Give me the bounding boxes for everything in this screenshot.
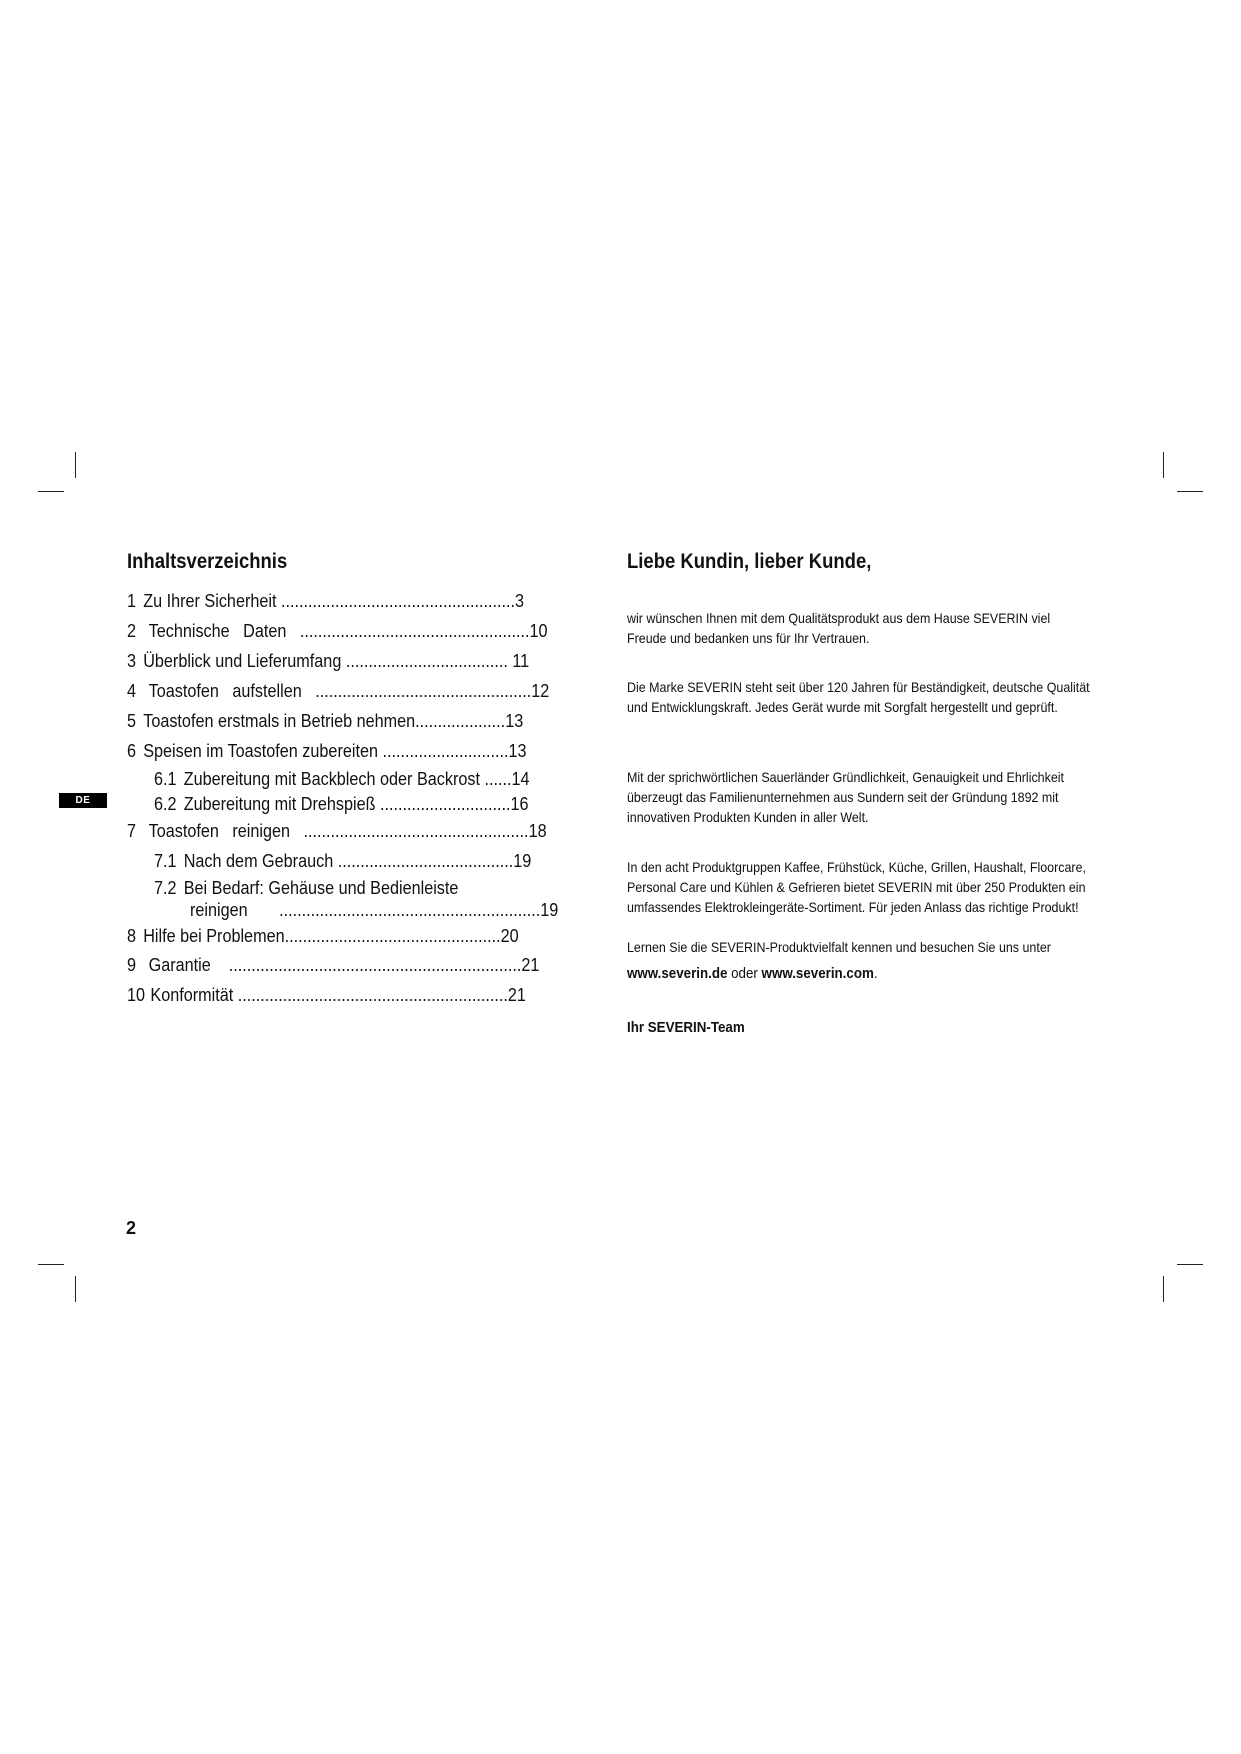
letter-title: Liebe Kundin, lieber Kunde, xyxy=(627,550,872,573)
letter-paragraph-3: Mit der sprichwörtlichen Sauerländer Gründlichkeit, Genauigkeit und Ehrlichkeit überzeugt das Familienunternehmen aus Sundern seit der Gründung 1892 mit innovativen Produkten Kunden in aller Welt. xyxy=(627,769,1065,825)
toc-entry-6-2: 6.2 Zubereitung mit Drehspieß .............................16 xyxy=(154,794,529,814)
toc-entry-9: 9 Garantie .................................................................21 xyxy=(127,955,540,975)
crop-mark-top-left-vertical xyxy=(75,452,76,478)
toc-entry-7: 7 Toastofen reinigen ..................................................18 xyxy=(127,821,547,841)
toc-title: Inhaltsverzeichnis xyxy=(127,550,288,573)
toc-entry-1: 1 Zu Ihrer Sicherheit ....................................................3 xyxy=(127,591,525,611)
severin-de-link[interactable]: www.severin.de xyxy=(627,965,728,982)
toc-entry-2: 2 Technische Daten ...................................................10 xyxy=(127,621,548,641)
letter-paragraph-4: In den acht Produktgruppen Kaffee, Frühstück, Küche, Grillen, Haushalt, Floorcare, Personal Care und Kühlen & Gefrieren bietet SEVERIN mit über 250 Produkten ein umfassendes Elektrokleingeräte-Sortiment. Für jeden Anlass das richtige Produkt! xyxy=(627,859,1086,915)
crop-mark-bottom-left-vertical xyxy=(75,1276,76,1302)
letter-paragraph-1: wir wünschen Ihnen mit dem Qualitätsprodukt aus dem Hause SEVERIN viel Freude und bedanken uns für Ihr Vertrauen. xyxy=(627,610,1051,646)
page-number: 2 xyxy=(126,1218,137,1238)
toc-entry-10: 10 Konformität ............................................................21 xyxy=(127,985,526,1005)
toc-entry-8: 8 Hilfe bei Problemen................................................20 xyxy=(127,926,519,946)
toc-entry-6-1: 6.1 Zubereitung mit Backblech oder Backrost ......14 xyxy=(154,769,530,789)
crop-mark-top-right-horizontal xyxy=(1177,491,1203,492)
letter-paragraph-2: Die Marke SEVERIN steht seit über 120 Jahren für Beständigkeit, deutsche Qualität und Entwicklungskraft. Jedes Gerät wurde mit Sorgfalt hergestellt und geprüft. xyxy=(627,679,1090,715)
crop-mark-bottom-right-vertical xyxy=(1163,1276,1164,1302)
crop-mark-bottom-right-horizontal xyxy=(1177,1264,1203,1265)
toc-entry-6: 6 Speisen im Toastofen zubereiten ............................13 xyxy=(127,741,527,761)
toc-entry-7-2-continued: reinigen ..........................................................19 xyxy=(190,900,559,920)
table-of-contents xyxy=(127,548,607,1005)
toc-entry-7-2: 7.2 Bei Bedarf: Gehäuse und Bedienleiste xyxy=(154,878,459,898)
severin-com-link[interactable]: www.severin.com xyxy=(761,965,874,982)
toc-entry-3: 3 Überblick und Lieferumfang .................................... 11 xyxy=(127,651,530,671)
crop-mark-top-left-horizontal xyxy=(38,491,64,492)
toc-entry-5: 5 Toastofen erstmals in Betrieb nehmen....................13 xyxy=(127,711,524,731)
toc-entry-4: 4 Toastofen aufstellen ................................................12 xyxy=(127,681,550,701)
letter-links-line: www.severin.de oder www.severin.com. xyxy=(627,965,878,982)
language-tab-de: DE xyxy=(59,793,107,808)
customer-letter xyxy=(627,548,1097,1036)
crop-mark-bottom-left-horizontal xyxy=(38,1264,64,1265)
crop-mark-top-right-vertical xyxy=(1163,452,1164,478)
toc-entry-7-1: 7.1 Nach dem Gebrauch .......................................19 xyxy=(154,851,532,871)
letter-signature: Ihr SEVERIN-Team xyxy=(627,1019,745,1036)
letter-paragraph-5: Lernen Sie die SEVERIN-Produktvielfalt kennen und besuchen Sie uns unter xyxy=(627,939,1051,955)
